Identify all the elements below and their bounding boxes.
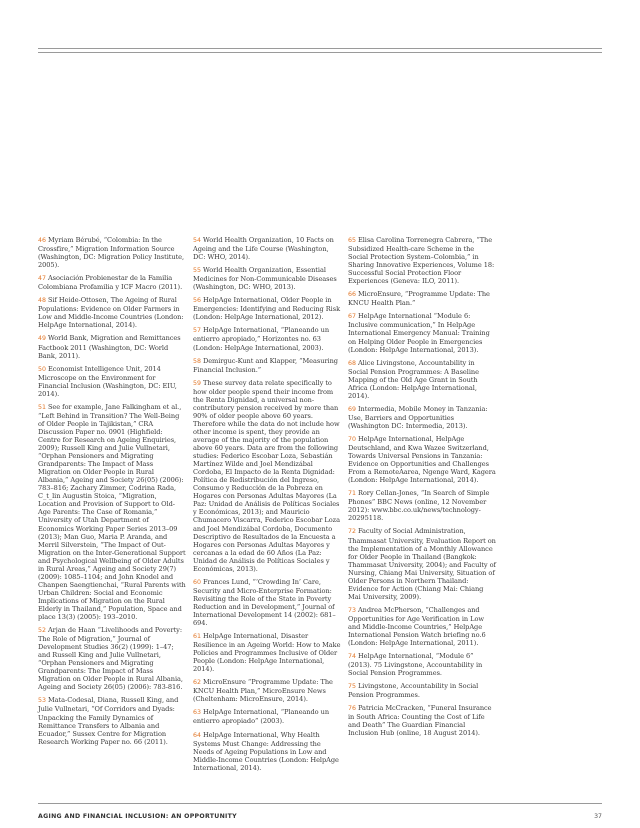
endnote-text: MicroEnsure “Programme Update: The KNCU Health Plan,” MicroEnsure News (Cheltenham: MicroEnsure, 2014).: [193, 678, 333, 704]
endnote-text: HelpAge International, “Planeando un entierro apropiado” (2003).: [193, 708, 330, 726]
endnote-number: 72: [348, 528, 356, 536]
endnote: [193, 578, 341, 627]
endnotes-column-1: [38, 236, 186, 751]
endnote-number: 74: [348, 653, 356, 661]
endnote: [38, 403, 186, 621]
endnote-number: 46: [38, 237, 46, 244]
endnote: [38, 626, 186, 691]
endnote: [348, 682, 496, 699]
endnote: [348, 704, 496, 737]
endnote-number: 76: [348, 705, 356, 713]
endnote: [193, 678, 341, 703]
endnote-text: HelpAge International “Module 6: Inclusive communication,” In HelpAge International Emergency Manual: Training on Helping Older People in Emergencies (London: HelpAge International, 2013).: [348, 312, 490, 354]
endnotes-column-2: [193, 236, 341, 777]
endnote-text: Sif Heide-Ottosen, The Ageing of Rural Populations: Evidence on Older Farmers in Low and Middle-Income Countries (London: HelpAge International, 2014).: [38, 296, 184, 330]
endnote: [193, 296, 341, 321]
endnote-number: 54: [193, 237, 201, 244]
endnote-text: Patricia McCracken, “Funeral Insurance in South Africa: Counting the Cost of Life and Death” The Guardian Financial Inclusion Hub (online, 18 August 2014).: [348, 704, 492, 738]
endnote-text: World Health Organization, 10 Facts on Ageing and the Life Course (Washington, DC: WHO, 2014).: [193, 236, 334, 262]
endnote-number: 60: [193, 578, 201, 586]
endnote: [193, 708, 341, 725]
endnote-number: 65: [348, 237, 356, 244]
endnote-number: 51: [38, 403, 46, 411]
endnote-text: Alice Livingstone, Accountability in Social Pension Programmes: A Baseline Mapping of the Old Age Grant in South Africa (London: HelpAge International, 2014).: [348, 358, 479, 400]
endnote-number: 49: [38, 335, 46, 343]
endnote-text: Mata-Codesal, Diana, Russell King, and Julie Vullnetari, “Of Corridors and Dyads: Unpacking the Family Dynamics of Remittance Transfers to Albania and Ecuador,” Sussex Centre for Migration Research Working Paper no. 66 (2011).: [38, 696, 179, 746]
endnote-text: HelpAge International, “Planeando un entierro apropiado,” Horizontes no. 63 (London: HelpAge International, 2003).: [193, 326, 330, 352]
endnote-number: 68: [348, 359, 356, 367]
endnote: [348, 236, 496, 285]
endnote-number: 69: [348, 405, 356, 413]
endnote: [38, 236, 186, 269]
endnote: [348, 312, 496, 353]
endnote: [348, 435, 496, 484]
endnote: [193, 632, 341, 673]
endnote: [193, 731, 341, 772]
endnote: [348, 489, 496, 522]
endnote-number: 73: [348, 606, 356, 614]
endnote-text: World Health Organization, Essential Medicines for Non-Communicable Diseases (Washington, DC: WHO, 2013).: [193, 266, 337, 292]
endnotes: [38, 236, 602, 776]
endnote-number: 67: [348, 313, 356, 321]
endnote: [193, 266, 341, 291]
endnote: [193, 357, 341, 374]
endnote-number: 55: [193, 267, 201, 275]
endnote-text: Intermedia, Mobile Money in Tanzania: Use, Barriers and Opportunities (Washington DC: Intermedia, 2013).: [348, 404, 488, 430]
endnote-number: 75: [348, 683, 356, 691]
endnote-text: Faculty of Social Administration, Thammasat University, Evaluation Report on the Implementation of a Monthly Allowance for Older People in Thailand (Bangkok: Thammasat University, 2004); and Faculty of Nursing, Chiang Mai University, Situation of Older Persons in Northern Thailand: Evidence for Action (Chiang Mai: Chiang Mai University, 2009).: [348, 527, 496, 601]
endnote-text: Asociación Probienestar de la Familia Colombiana Profamilia y ICF Macro (2011).: [38, 274, 183, 292]
endnote: [348, 652, 496, 677]
header-rule-bottom: [38, 52, 602, 53]
endnote-text: HelpAge International, Why Health Systems Must Change: Addressing the Needs of Ageing Populations in Low and Middle-Income Countries (London: HelpAge International, 2014).: [193, 730, 339, 772]
endnote: [348, 405, 496, 430]
footer-rule: [38, 803, 602, 804]
endnote-text: These survey data relate specifically to how older people spend their income from the Renta Dignidad, a universal non-contributory pension received by more than 90% of older people above 60 years. Therefore while the data do not include how other income is spent, they provide an average of the majority of the population above 60 years. Data are from the following studies: Federico Escobar Loza, Sebastián Martínez Wilde and Joel Mendizábal Cordoba, El Impacto de la Renta Dignidad: Política de Redistribución del Ingreso, Consumo y Reducción de la Pobreza en Hogares con Personas Adultas Mayores (La Paz: Unidad de Análisis de Políticas Sociales y Económicas, 2013); and Mauricio Chumacero Viscarra, Federico Escobar Loza and Joel Mendizábal Cordoba, Documento Descriptivo de Resultados de la Encuesta a Hogares con Personas Adultas Mayores y cercanas a la edad de 60 Años (La Paz: Unidad de Análisis de Políticas Sociales y Económicas, 2013).: [193, 378, 340, 573]
endnote-text: Demirguc-Kunt and Klapper, “Measuring Financial Inclusion.”: [193, 356, 338, 374]
endnote-text: Rory Cellan-Jones, “In Search of Simple Phones” BBC News (online, 12 November 2012): www.bbc.co.uk/news/technology-20295118.: [348, 489, 490, 523]
endnote: [348, 359, 496, 400]
endnote-number: 62: [193, 679, 201, 687]
endnote: [348, 290, 496, 307]
endnote: [38, 365, 186, 398]
endnote-number: 71: [348, 490, 356, 498]
endnote-number: 57: [193, 327, 201, 335]
endnote-text: HelpAge International, Older People in Emergencies: Identifying and Reducing Risk (London: HelpAge International, 2012).: [193, 296, 341, 322]
endnote: [348, 527, 496, 600]
endnote: [38, 334, 186, 359]
endnote-number: 47: [38, 275, 46, 283]
endnote-number: 63: [193, 709, 201, 717]
endnote-number: 48: [38, 297, 46, 305]
endnote: [38, 274, 186, 291]
endnote-text: Frances Lund, “‘Crowding In’ Care, Security and Micro-Enterprise Formation: Revisiting the Role of the State in Poverty Reduction and in Development,” Journal of International Development 14 (2002): 681–694.: [193, 577, 336, 628]
endnote: [193, 236, 341, 261]
endnote-text: Economist Intelligence Unit, 2014 Microscope on the Environment for Financial Inclusion (Washington, DC: EIU, 2014).: [38, 364, 177, 398]
endnote: [193, 379, 341, 573]
endnote-number: 52: [38, 627, 46, 635]
endnote-text: HelpAge International, Disaster Resilience in an Ageing World: How to Make Policies and Programmes Inclusive of Older People (London: HelpAge International, 2014).: [193, 632, 341, 674]
endnote-text: Livingstone, Accountability in Social Pension Programmes.: [348, 682, 479, 700]
endnote-text: Elisa Carolina Torrenegra Cabrera, “The Subsidized Health-care Scheme in the Social Protection System–Colombia,” in Sharing Innovative Experiences, Volume 18: Successful Social Protection Floor Experiences (Geneva: ILO, 2011).: [348, 236, 495, 286]
endnote: [348, 606, 496, 647]
endnote-text: Andrea McPherson, “Challenges and Opportunities for Age Verification in Low and Middle-Income Countries,” HelpAge International Pension Watch briefing no.6 (London: HelpAge International, 2011).: [348, 605, 486, 648]
endnote-number: 64: [193, 731, 201, 739]
page-number: 37: [594, 813, 602, 820]
endnote-number: 59: [193, 379, 201, 387]
endnote-text: Arjan de Haan “Livelihoods and Poverty: The Role of Migration,” Journal of Development Studies 36(2) (1999): 1–47; and Russell King and Julie Vullnetari, “Orphan Pensioners and Migrating Grandparents: The Impact of Mass Migration on Older People in Rural Albania, Ageing and Society 26(05) (2006): 783-816.: [38, 626, 183, 692]
endnote-number: 66: [348, 291, 356, 299]
endnote-text: HelpAge International, HelpAge Deutschland, and Kwa Wazee Switzerland, Towards Universal Pensions in Tanzania: Evidence on Opportunities and Challenges From a RemoteAarea, Ngenge Ward, Kagera (London: HelpAge International, 2014).: [348, 434, 496, 485]
header-rule-top: [38, 48, 602, 49]
endnote: [38, 696, 186, 745]
endnote-number: 70: [348, 435, 356, 443]
endnote-number: 50: [38, 365, 46, 373]
endnote-text: MicroEnsure, “Programme Update: The KNCU Health Plan.”: [348, 290, 490, 308]
endnote: [38, 296, 186, 329]
endnote-text: Myriam Bérubé, “Colombia: In the Crossfire,” Migration Information Source (Washington, DC: Migration Policy Institute, 2005).: [38, 236, 185, 270]
endnote-number: 61: [193, 633, 201, 641]
endnote-text: See for example, Jane Falkingham et al., “Left Behind in Transition? The Well-Being of Older People in Tajikistan,” CRA Discussion Paper no. 0901 (Highfield: Centre for Research on Ageing Enquiries, 2009); Russell King and Julie Vullnetari, “Orphan Pensioners and Migrating Grandparents: The Impact of Mass Migration on Older People in Rural Albania,” Ageing and Society 26(05) (2006): 783–816; Zachary Zimmer, Codrina Rada, C_t_lin Augustin Stoica, “Migration, Location and Provision of Support to Old-Age Parents: The Case of Romania,” University of Utah Department of Economics Working Paper Series 2013–09 (2013); Man Guo, Maria P. Aranda, and Merril Silverstein, “The Impact of Out-Migration on the Inter-Generational Support and Psychological Wellbeing of Older Adults in Rural Areas,” Ageing and Society 29(7) (2009): 1085–1104; and John Knodel and Chanpen Saengtienchai, “Rural Parents with Urban Children: Social and Economic Implications of Migration on the Rural Elderly in Thailand,” Population, Space and place 13(3) (2005): 193–2010.: [38, 402, 186, 622]
endnote-text: HelpAge International, “Module 6” (2013). 75 Livingstone, Accountability in Social Pension Programmes.: [348, 652, 483, 678]
endnote-number: 58: [193, 357, 201, 365]
endnotes-column-3: [348, 236, 496, 743]
endnote-number: 56: [193, 297, 201, 305]
footer-title: AGING AND FINANCIAL INCLUSION: AN OPPORTUNITY: [38, 813, 237, 820]
endnote-number: 53: [38, 697, 46, 705]
endnote: [193, 326, 341, 351]
endnote-text: World Bank, Migration and Remittances Factbook 2011 (Washington, DC: World Bank, 2011).: [38, 334, 181, 360]
